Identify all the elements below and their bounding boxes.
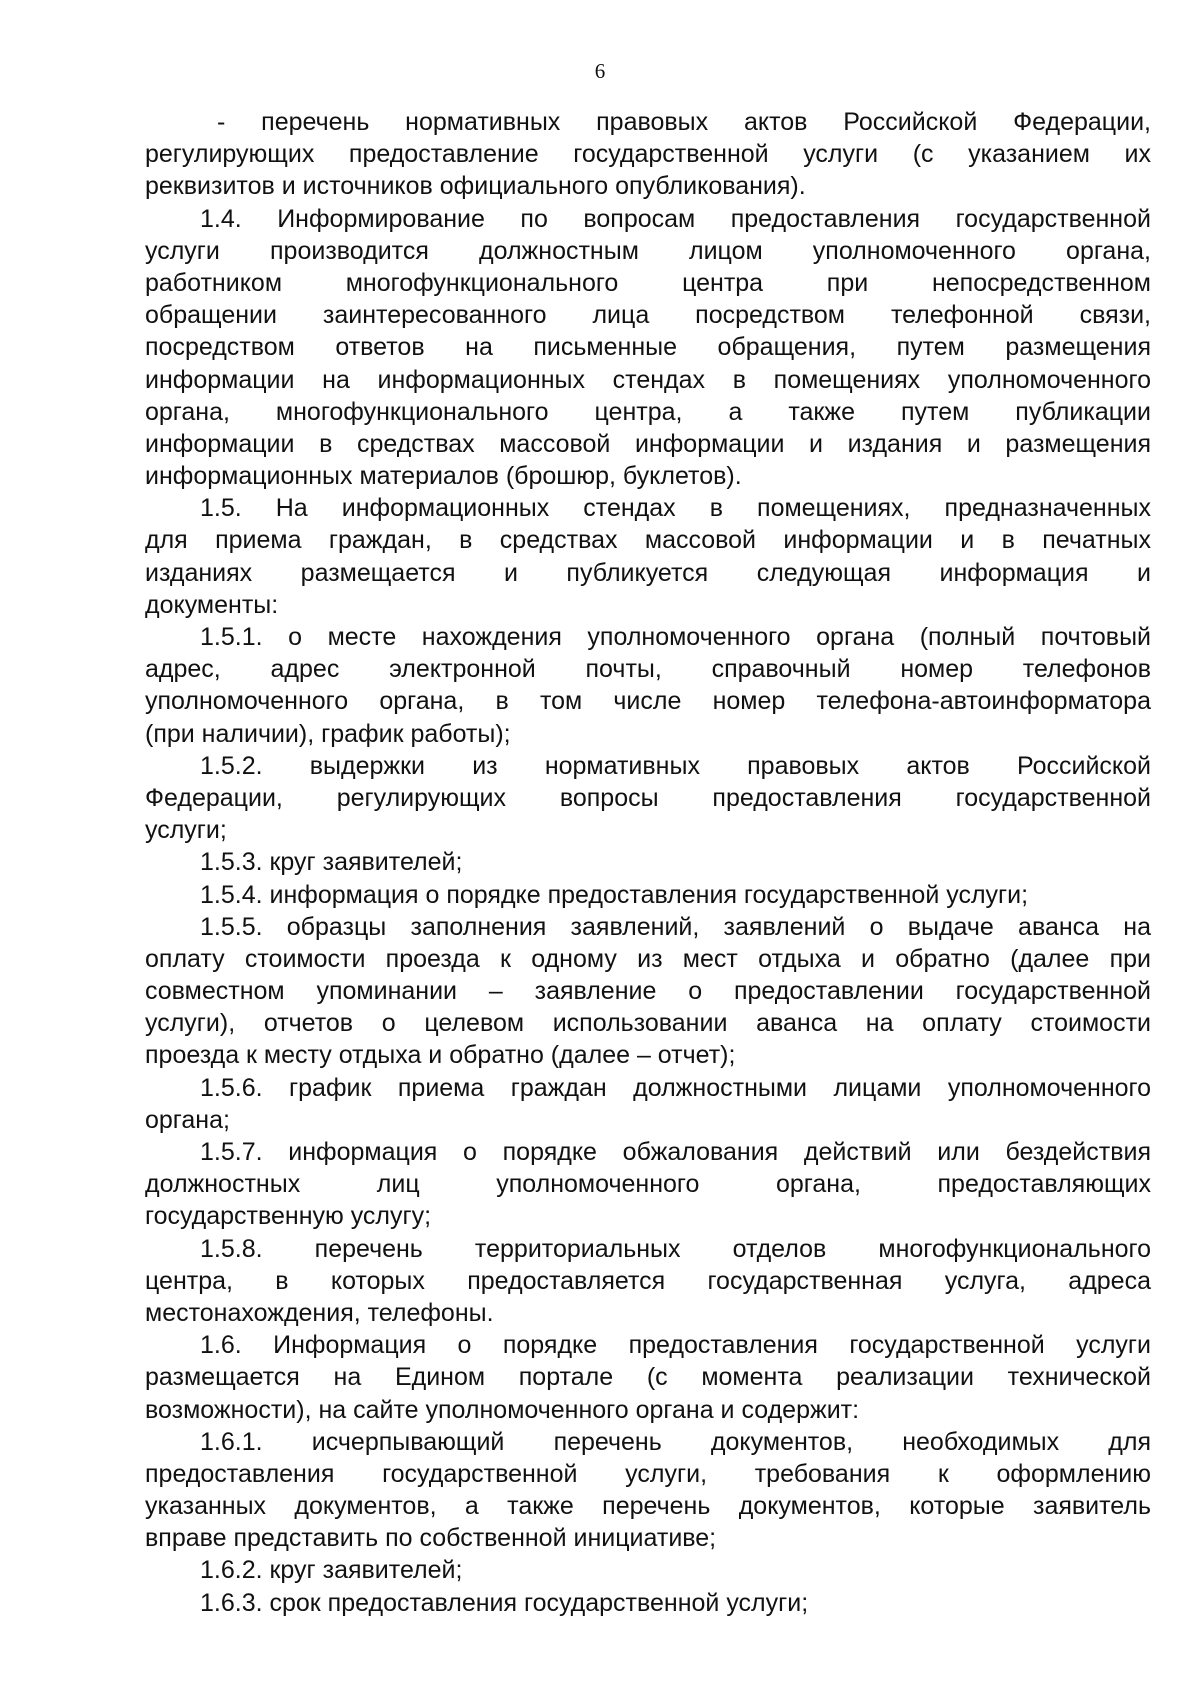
text-line: центра, в которых предоставляется государственная услуга, адреса — [145, 1266, 1151, 1295]
text-line: 1.5.6. график приема граждан должностными лицами уполномоченного — [200, 1073, 1151, 1102]
page-number: 6 — [594, 59, 606, 83]
text-line: работником многофункционального центра при непосредственном — [145, 268, 1151, 297]
text-line: документы: — [145, 590, 279, 619]
text-line: органа, многофункционального центра, а также путем публикации — [145, 397, 1151, 426]
text-line: 1.5.1. о месте нахождения уполномоченного органа (полный почтовый — [200, 623, 1151, 651]
text-line: 1.5.5. образцы заполнения заявлений, заявлений о выдаче аванса на — [200, 912, 1151, 941]
text-line: адрес, адрес электронной почты, справочный номер телефонов — [145, 655, 1151, 684]
text-line: услуги; — [145, 816, 227, 845]
text-line: вправе представить по собственной инициативе; — [145, 1524, 717, 1553]
text-line: 1.5.7. информация о порядке обжалования действий или бездействия — [200, 1138, 1151, 1166]
text-line: 1.6.3. срок предоставления государственной услуги; — [200, 1588, 809, 1617]
text-line: информационных материалов (брошюр, буклетов). — [145, 462, 742, 491]
text-line: регулирующих предоставление государственной услуги (с указанием их — [145, 140, 1151, 169]
text-line: 1.5.4. информация о порядке предоставления государственной услуги; — [200, 880, 1029, 909]
text-line: 1.6.2. круг заявителей; — [200, 1556, 463, 1585]
text-line: информации в средствах массовой информации и издания и размещения — [145, 429, 1151, 458]
text-line: указанных документов, а также перечень документов, которые заявитель — [145, 1492, 1151, 1521]
text-line: 1.4. Информирование по вопросам предоставления государственной — [200, 204, 1151, 233]
text-line: 1.5. На информационных стендах в помещениях, предназначенных — [200, 494, 1151, 523]
text-line: местонахождения, телефоны. — [145, 1298, 494, 1327]
text-line: 1.5.3. круг заявителей; — [200, 848, 463, 877]
text-line: совместном упоминании – заявление о предоставлении государственной — [145, 977, 1151, 1006]
document-body — [145, 106, 1151, 1619]
text-line: 1.5.2. выдержки из нормативных правовых актов Российской — [200, 751, 1151, 780]
text-line: государственную услугу; — [145, 1202, 432, 1231]
text-line: 1.5.8. перечень территориальных отделов многофункционального — [200, 1234, 1151, 1263]
text-line: 1.6. Информация о порядке предоставления государственной услуги — [200, 1331, 1151, 1360]
text-line: обращении заинтересованного лица посредством телефонной связи, — [145, 301, 1151, 330]
text-line: - перечень нормативных правовых актов Российской Федерации, — [217, 108, 1151, 136]
text-line: оплату стоимости проезда к одному из мест отдыха и обратно (далее при — [145, 944, 1151, 973]
text-line: услуги), отчетов о целевом использовании аванса на оплату стоимости — [145, 1009, 1151, 1038]
text-line: реквизитов и источников официального опубликования). — [145, 172, 806, 201]
text-line: предоставления государственной услуги, требования к оформлению — [145, 1459, 1151, 1488]
text-line: Федерации, регулирующих вопросы предоставления государственной — [145, 783, 1151, 812]
text-line: уполномоченного органа, в том числе номер телефона-автоинформатора — [145, 687, 1151, 716]
text-line: изданиях размещается и публикуется следующая информация и — [145, 558, 1151, 587]
text-line: (при наличии), график работы); — [145, 719, 511, 748]
text-line: проезда к месту отдыха и обратно (далее – отчет); — [145, 1041, 736, 1070]
text-line: для приема граждан, в средствах массовой информации и в печатных — [145, 526, 1151, 555]
text-line: должностных лиц уполномоченного органа, предоставляющих — [145, 1170, 1151, 1199]
text-line: 1.6.1. исчерпывающий перечень документов, необходимых для — [200, 1427, 1151, 1456]
text-line: информации на информационных стендах в помещениях уполномоченного — [145, 365, 1151, 394]
text-line: посредством ответов на письменные обращения, путем размещения — [145, 333, 1151, 362]
text-line: органа; — [145, 1105, 230, 1134]
text-line: размещается на Едином портале (с момента реализации технической — [145, 1363, 1151, 1392]
text-line: услуги производится должностным лицом уполномоченного органа, — [145, 236, 1151, 265]
text-line: возможности), на сайте уполномоченного органа и содержит: — [145, 1395, 860, 1424]
